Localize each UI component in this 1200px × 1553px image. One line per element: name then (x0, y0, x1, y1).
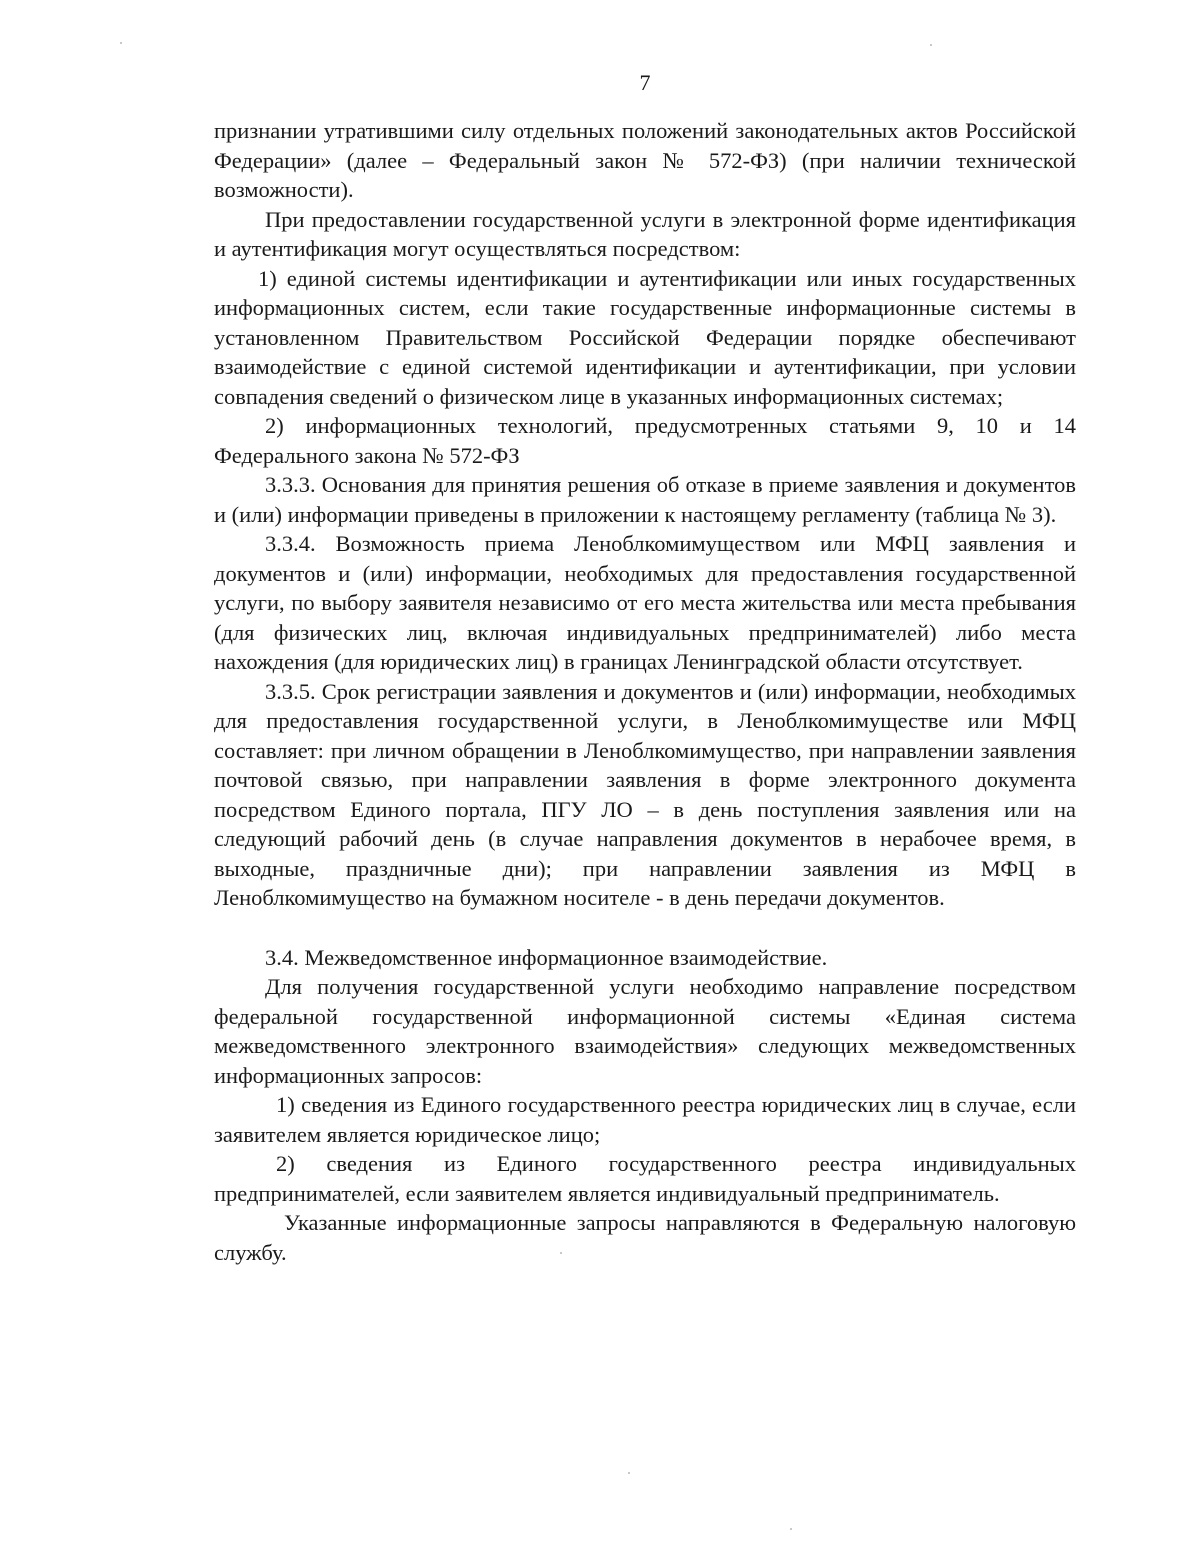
scan-speck (628, 1472, 630, 1474)
paragraph-tax-service: Указанные информационные запросы направляются в Федеральную налоговую службу. (214, 1210, 1076, 1265)
list-item-egrul: 1) сведения из Единого государственного реестра юридических лиц в случае, если заявителем является юридическое лицо; (214, 1092, 1076, 1147)
paragraph-interagency-requests: Для получения государственной услуги необходимо направление посредством федеральной государственной информационной системы «Единая система межведомственного электронного взаимодействия» следующих межведомственных информационных запросов: (214, 974, 1076, 1088)
paragraph-3-3-4: 3.3.4. Возможность приема Леноблкомимуществом или МФЦ заявления и документов и (или) информации, необходимых для предоставления государственной услуги, по выбору заявителя независимо от его места жительства или места пребывания (для физических лиц, включая индивидуальных предпринимателей) либо места нахождения (для юридических лиц) в границах Ленинградской области отсутствует. (214, 531, 1076, 674)
list-item-esia: 1) единой системы идентификации и аутентификации или иных государственных информационных систем, если такие государственные информационные системы в установленном Правительством Российской Федерации порядке обеспечивают взаимодействие с единой системой идентификации и аутентификации, при условии совпадения сведений о физическом лице в указанных информационных системах; (214, 265, 1076, 409)
paragraph-3-3-3: 3.3.3. Основания для принятия решения об отказе в приеме заявления и документов и (или) информации приведены в приложении к настоящему регламенту (таблица № 3). (214, 472, 1076, 527)
list-item-it-technologies: 2) информационных технологий, предусмотренных статьями 9, 10 и 14 Федерального закона № 572-ФЗ (214, 413, 1076, 468)
scan-speck (560, 1252, 562, 1254)
list-item-egrip: 2) сведения из Единого государственного реестра индивидуальных предпринимателей, если заявителем является индивидуальный предприниматель. (214, 1151, 1076, 1206)
paragraph-continuation: признании утратившими силу отдельных положений законодательных актов Российской Федерации» (далее – Федеральный закон № 572-ФЗ) (при наличии технической возможности). (214, 118, 1076, 202)
scan-speck (790, 1528, 792, 1530)
section-heading-3-4: 3.4. Межведомственное информационное взаимодействие. (265, 944, 828, 970)
document-body (214, 116, 1076, 1267)
paragraph-3-3-5: 3.3.5. Срок регистрации заявления и документов и (или) информации, необходимых для предоставления государственной услуги, в Леноблкомимуществе или МФЦ составляет: при личном обращении в Леноблкомимущество, при направлении заявления почтовой связью, при направлении заявления в форме электронного документа посредством Единого портала, ПГУ ЛО – в день поступления заявления или на следующий рабочий день (в случае направления документов в нерабочее время, в выходные, праздничные дни); при направлении заявления из МФЦ в Леноблкомимущество на бумажном носителе - в день передачи документов. (214, 678, 1076, 910)
scan-speck (120, 42, 122, 44)
scan-speck (930, 44, 932, 46)
section-gap (214, 913, 1076, 943)
page-number: 7 (639, 70, 651, 95)
paragraph-identification-intro: При предоставлении государственной услуги в электронной форме идентификация и аутентификация могут осуществляться посредством: (214, 206, 1076, 261)
